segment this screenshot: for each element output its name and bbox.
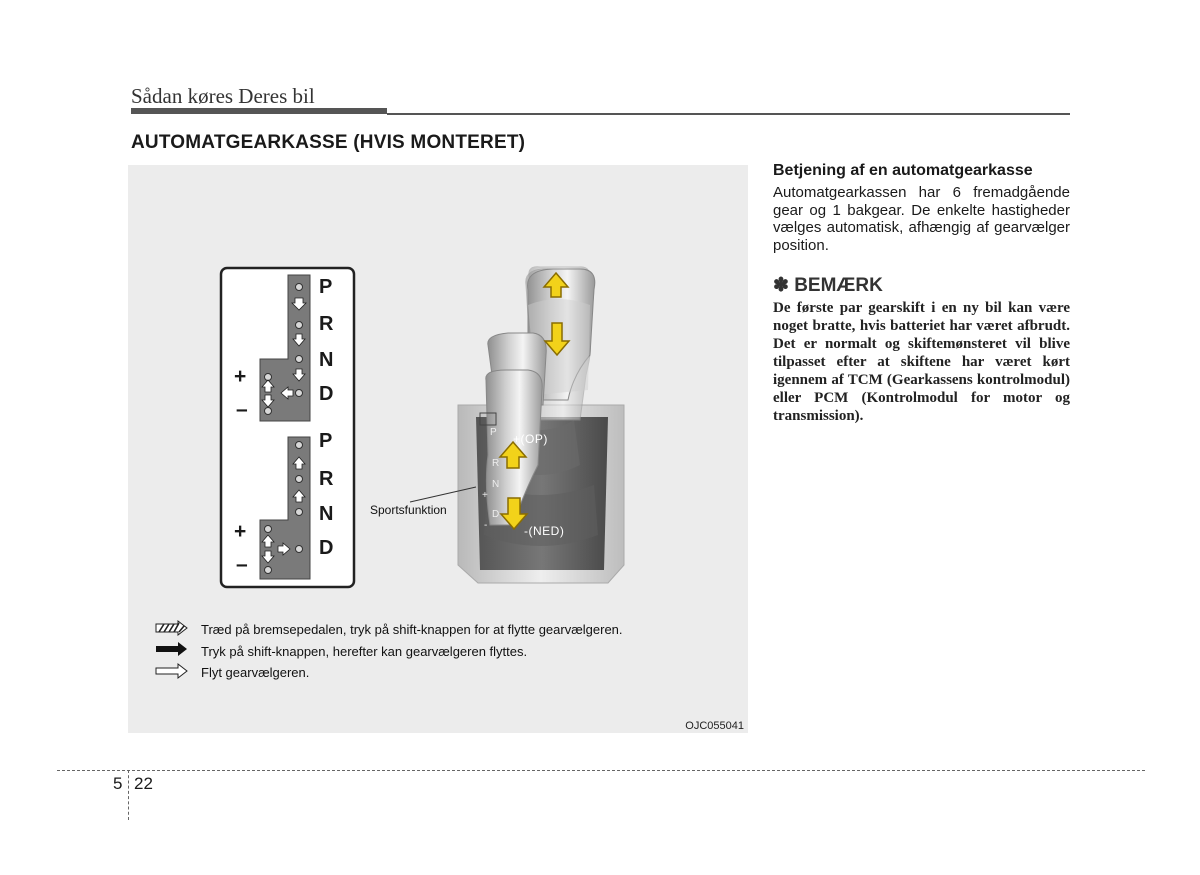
right-column (773, 162, 1070, 425)
legend-item-shift-button: Tryk på shift-knappen, herefter kan gearvælgeren flyttes. (201, 644, 528, 659)
minus-upper: – (236, 398, 248, 421)
running-header: Sådan køres Deres bil (131, 84, 315, 108)
header-rule-thin (387, 113, 1070, 115)
minus-lower: – (236, 553, 248, 576)
solid-arrow-icon (156, 642, 187, 656)
hatched-arrow-icon (156, 621, 187, 635)
gear-n-upper: N (319, 349, 334, 371)
shift-pattern-figure (128, 165, 748, 733)
note-heading-text: BEMÆRK (794, 275, 883, 296)
knob-letter-d: D (492, 509, 500, 520)
gear-p-lower: P (319, 430, 333, 452)
chapter-number: 5 (113, 774, 123, 793)
legend-item-move: Flyt gearvælgeren. (201, 665, 310, 680)
body-paragraph: Automatgearkassen har 6 fremadgående gear og 1 bakgear. De enkelte hastigheder vælges automatisk, afhængig af gearvælger position. (773, 184, 1070, 254)
gear-n-lower: N (319, 503, 334, 525)
knob-letter-n: N (492, 479, 500, 490)
knob-letter-plus: + (482, 490, 488, 501)
gear-r-upper: R (319, 313, 334, 335)
knob-letter-minus: - (484, 520, 488, 531)
figure-code: OJC055041 (685, 720, 744, 732)
page-number: 22 (134, 774, 153, 793)
gear-r-lower: R (319, 468, 334, 490)
note-heading (773, 274, 1070, 297)
note-star-icon: ✽ (773, 275, 789, 296)
op-label: +(OP) (513, 432, 548, 446)
plus-upper: + (234, 365, 247, 388)
note-text: De første par gearskift i en ny bil kan være noget bratte, hvis batteriet har været afbrudt. Det er normalt og skiftemønsteret vil blive tilpasset efter at skiftene har været kørt igennem af TCM (Gearkassens kontrolmodul) eller PCM (Kontrolmodul for motor og transmission). (773, 300, 1070, 424)
subheading: Betjening af en automatgearkasse (773, 162, 1033, 179)
gear-d-upper: D (319, 383, 334, 405)
gear-d-lower: D (319, 537, 334, 559)
knob-letter-r: R (492, 458, 500, 469)
header-rule-thick (131, 108, 387, 114)
footer-rule (57, 770, 1145, 771)
plus-lower: + (234, 520, 247, 543)
knob-letter-p: P (490, 427, 497, 438)
outline-arrow-icon (156, 664, 187, 678)
sport-label: Sportsfunktion (370, 503, 447, 517)
footer-divider (128, 770, 129, 820)
gear-p-upper: P (319, 276, 333, 298)
section-title: AUTOMATGEARKASSE (HVIS MONTERET) (131, 132, 526, 153)
legend-item-brake: Træd på bremsepedalen, tryk på shift-knappen for at flytte gearvælgeren. (201, 622, 623, 637)
ned-label: -(NED) (524, 524, 565, 538)
